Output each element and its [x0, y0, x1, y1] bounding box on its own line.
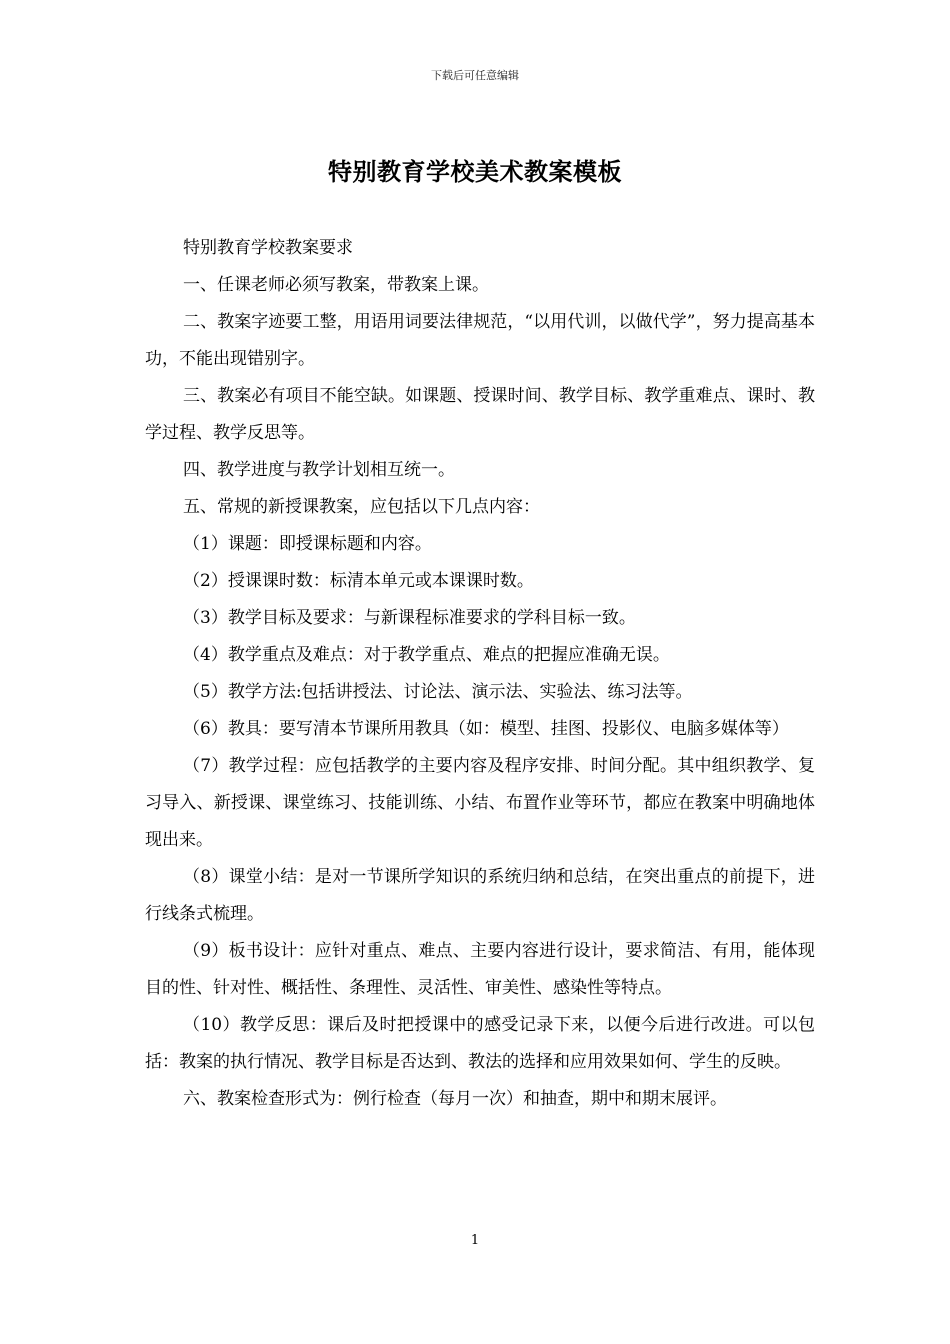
paragraph-subitem-5: （5）教学方法:包括讲授法、讨论法、演示法、实验法、练习法等。: [183, 682, 693, 702]
page-number: 1: [470, 1233, 480, 1248]
paragraph-subitem-3: （3）教学目标及要求：与新课程标准要求的学科目标一致。: [183, 608, 636, 628]
paragraph-subitem-10: （10）教学反思：课后及时把授课中的感受记录下来，以便今后进行改进。可以包括：教案的执行情况、教学目标是否达到、教法的选择和应用效果如何、学生的反映。: [145, 1015, 815, 1072]
paragraph-requirements-heading: 特别教育学校教案要求: [183, 238, 353, 258]
document-title: 特别教育学校美术教案模板: [328, 157, 622, 186]
paragraph-item-2: 二、教案字迹要工整，用语用词要法律规范，“以用代训，以做代学”，努力提高基本功，不能出现错别字。: [145, 312, 815, 369]
paragraph-item-4: 四、教学进度与教学计划相互统一。: [183, 460, 455, 480]
paragraph-subitem-6: （6）教具：要写清本节课所用教具（如：模型、挂图、投影仪、电脑多媒体等）: [183, 719, 789, 739]
paragraph-subitem-7: （7）教学过程：应包括教学的主要内容及程序安排、时间分配。其中组织教学、复习导入、新授课、课堂练习、技能训练、小结、布置作业等环节，都应在教案中明确地体现出来。: [145, 756, 815, 850]
paragraph-subitem-2: （2）授课课时数：标清本单元或本课课时数。: [183, 571, 534, 591]
paragraph-item-3: 三、教案必有项目不能空缺。如课题、授课时间、教学目标、教学重难点、课时、教学过程、教学反思等。: [145, 386, 815, 443]
paragraph-item-6: 六、教案检查形式为：例行检查（每月一次）和抽查，期中和期末展评。: [183, 1089, 727, 1109]
paragraph-subitem-9: （9）板书设计：应针对重点、难点、主要内容进行设计，要求简洁、有用，能体现目的性、针对性、概括性、条理性、灵活性、审美性、感染性等特点。: [145, 941, 815, 998]
document-body: [145, 230, 815, 1118]
paragraph-item-1: 一、任课老师必须写教案，带教案上课。: [183, 275, 489, 295]
paragraph-subitem-4: （4）教学重点及难点：对于教学重点、难点的把握应准确无误。: [183, 645, 670, 665]
header-note: 下载后可任意编辑: [431, 69, 519, 82]
paragraph-subitem-1: （1）课题：即授课标题和内容。: [183, 534, 432, 554]
paragraph-subitem-8: （8）课堂小结：是对一节课所学知识的系统归纳和总结，在突出重点的前提下，进行线条式梳理。: [145, 867, 815, 924]
paragraph-item-5: 五、常规的新授课教案，应包括以下几点内容：: [183, 497, 540, 517]
